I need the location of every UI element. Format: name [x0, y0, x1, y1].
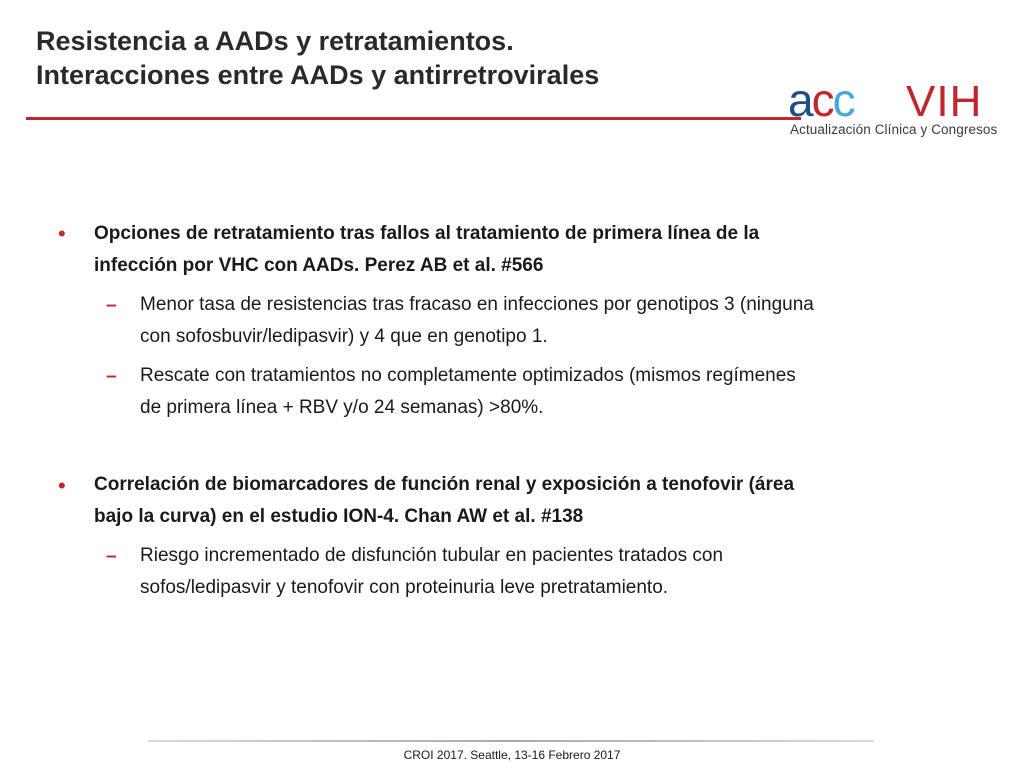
logo-tagline: Actualización Clínica y Congresos [790, 122, 998, 137]
sub-marker: – [106, 295, 117, 316]
slide-title-line1: Resistencia a AADs y retratamientos. [36, 26, 514, 56]
sub-item-1-2-line1: Rescate con tratamientos no completamente optimizados (mismos regímenes [140, 365, 796, 386]
footer-divider [148, 740, 874, 742]
svg-text:acc: acc [788, 78, 854, 122]
bullet-item-1 [94, 218, 934, 282]
bullet-item-2 [94, 469, 934, 533]
sub-item-1-2-line2: de primera línea + RBV y/o 24 semanas) >80%. [140, 397, 544, 418]
slide-title-line2: Interacciones entre AADs y antirretrovirales [36, 60, 600, 90]
sub-marker: – [106, 546, 117, 567]
bullet-item-2-line1: Correlación de biomarcadores de función renal y exposición a tenofovir (área [94, 474, 795, 495]
acc-vih-logo-mark [788, 78, 1000, 122]
sub-item-1-2 [140, 360, 960, 424]
sub-item-2-1 [140, 540, 960, 604]
bullet-item-1-line2: infección por VHC con AADs. Perez AB et al. #566 [94, 255, 544, 276]
bullet-marker: • [58, 221, 66, 246]
sub-item-1-1-line1: Menor tasa de resistencias tras fracaso en infecciones por genotipos 3 (ninguna [140, 294, 814, 315]
bullet-item-2-line2: bajo la curva) en el estudio ION-4. Chan AW et al. #138 [94, 506, 584, 527]
sub-item-2-1-line1: Riesgo incrementado de disfunción tubular en pacientes tratados con [140, 545, 724, 566]
bullet-marker: • [58, 473, 66, 498]
sub-marker: – [106, 366, 117, 387]
sub-item-2-1-line2: sofos/ledipasvir y tenofovir con proteinuria leve pretratamiento. [140, 577, 669, 598]
sub-item-1-1-line2: con sofosbuvir/ledipasvir) y 4 que en genotipo 1. [140, 326, 548, 347]
svg-text:VIH: VIH [906, 78, 983, 122]
slide-footer: CROI 2017. Seattle, 13-16 Febrero 2017 [403, 748, 621, 762]
acc-vih-logo [788, 78, 1000, 142]
bullet-item-1-line1: Opciones de retratamiento tras fallos al tratamiento de primera línea de la [94, 223, 760, 244]
sub-item-1-1 [140, 289, 960, 353]
slide-title [36, 24, 756, 92]
title-divider [26, 117, 801, 120]
